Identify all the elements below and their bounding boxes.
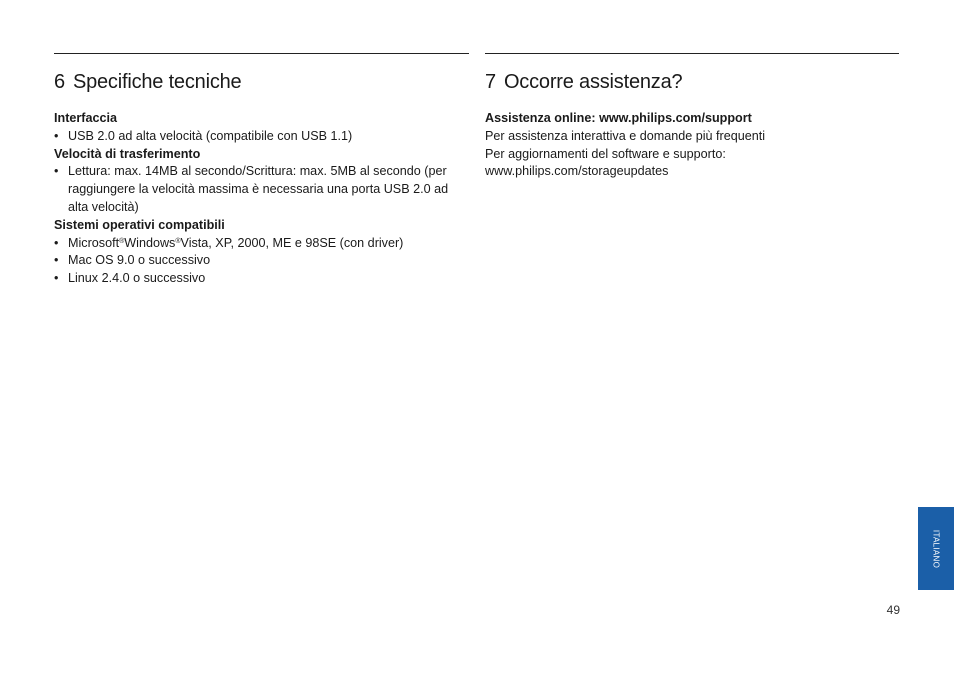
section-support — [485, 53, 899, 181]
specs-heading-text: Specifiche tecniche — [72, 71, 242, 93]
os-list — [54, 235, 469, 288]
support-line-faq: Per assistenza interattiva e domande più frequenti — [485, 128, 766, 143]
support-heading — [485, 69, 899, 95]
support-link-storageupdates[interactable]: www.philips.com/storageupdates — [485, 164, 669, 179]
specs-heading-number: 6 — [54, 71, 65, 93]
os-windows: Windows — [124, 235, 176, 250]
registered-mark: ® — [119, 237, 125, 245]
os-title: Sistemi operativi compatibili — [54, 217, 225, 232]
language-tab — [918, 507, 954, 590]
registered-mark: ® — [175, 237, 181, 245]
top-rule-left — [54, 53, 469, 54]
list-item-mac: • Mac OS 9.0 o successivo — [54, 252, 469, 270]
section-specs — [54, 53, 469, 288]
os-windows-versions: Vista, XP, 2000, ME e 98SE (con driver) — [180, 235, 404, 250]
page-number: 49 — [886, 603, 900, 617]
list-item-windows — [54, 235, 469, 253]
specs-heading — [54, 69, 469, 95]
list-item: • USB 2.0 ad alta velocità (compatibile con USB 1.1) — [54, 128, 469, 146]
os-microsoft: Microsoft — [68, 235, 120, 250]
interface-title: Interfaccia — [54, 111, 117, 125]
interface-list — [54, 128, 469, 146]
list-item: • Lettura: max. 14MB al secondo/Scrittura: max. 5MB al secondo (per raggiungere la velocità massima è necessaria una porta USB 2.0 ad alta velocità) — [54, 163, 469, 216]
online-support-title: Assistenza online: www.philips.com/support — [485, 111, 752, 125]
list-item-linux: • Linux 2.4.0 o successivo — [54, 270, 469, 288]
support-line-updates: Per aggiornamenti del software e supporto: — [485, 146, 726, 161]
support-content — [485, 110, 899, 181]
support-heading-text: Occorre assistenza? — [503, 71, 683, 93]
language-label: ITALIANO — [931, 529, 941, 568]
support-heading-number: 7 — [485, 71, 496, 93]
top-rule-right — [485, 53, 899, 54]
specs-content — [54, 110, 469, 288]
speed-title: Velocità di trasferimento — [54, 146, 201, 161]
speed-list — [54, 163, 469, 216]
